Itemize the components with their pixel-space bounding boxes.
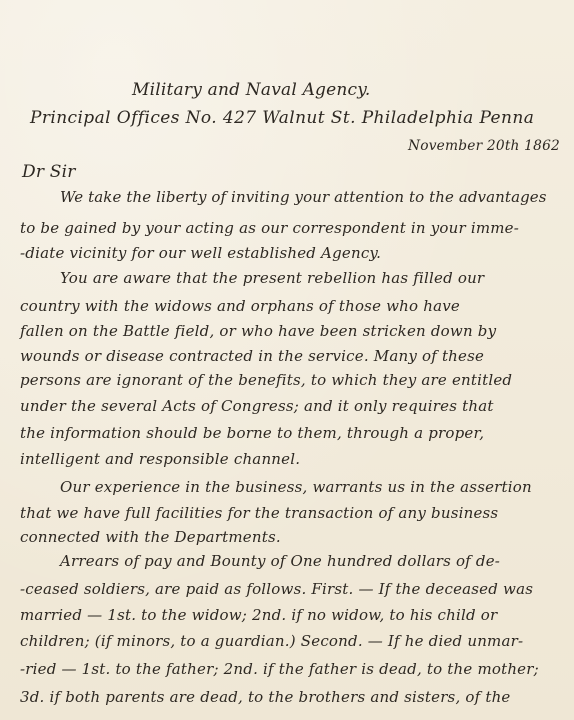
letter-line: the information should be borne to them, through a proper, xyxy=(20,424,485,442)
letter-line: wounds or disease contracted in the service. Many of these xyxy=(20,347,485,365)
letter-header-address: Principal Offices No. 427 Walnut St. Philadelphia Penna xyxy=(30,108,535,128)
letter-line: You are aware that the present rebellion has filled our xyxy=(60,269,485,287)
letter-header-title: Military and Naval Agency. xyxy=(132,80,371,100)
letter-line: intelligent and responsible channel. xyxy=(20,450,301,468)
letter-line: under the several Acts of Congress; and it only requires that xyxy=(20,397,494,415)
letter-line: country with the widows and orphans of those who have xyxy=(20,297,460,315)
letter-line: persons are ignorant of the benefits, to which they are entitled xyxy=(20,371,513,389)
letter-line: Arrears of pay and Bounty of One hundred dollars of de- xyxy=(60,552,501,570)
letter-line: that we have full facilities for the transaction of any business xyxy=(20,504,499,522)
letter-line: married — 1st. to the widow; 2nd. if no widow, to his child or xyxy=(20,606,498,624)
letter-line: -ceased soldiers, are paid as follows. First. — If the deceased was xyxy=(20,580,534,598)
letter-line: 3d. if both parents are dead, to the brothers and sisters, of the xyxy=(20,688,511,706)
letter-line: We take the liberty of inviting your attention to the advantages xyxy=(60,188,547,206)
letter-line: to be gained by your acting as our correspondent in your imme- xyxy=(20,219,520,237)
letter-line: fallen on the Battle field, or who have been stricken down by xyxy=(20,322,497,340)
letter-line: -ried — 1st. to the father; 2nd. if the father is dead, to the mother; xyxy=(20,660,539,678)
letter-line: connected with the Departments. xyxy=(20,528,281,546)
letter-line: Our experience in the business, warrants us in the assertion xyxy=(60,478,532,496)
letter-salutation: Dr Sir xyxy=(22,162,76,182)
letter-date: November 20th 1862 xyxy=(408,138,560,154)
letter-line: children; (if minors, to a guardian.) Second. — If he died unmar- xyxy=(20,632,524,650)
letter-line: -diate vicinity for our well established Agency. xyxy=(20,244,382,262)
